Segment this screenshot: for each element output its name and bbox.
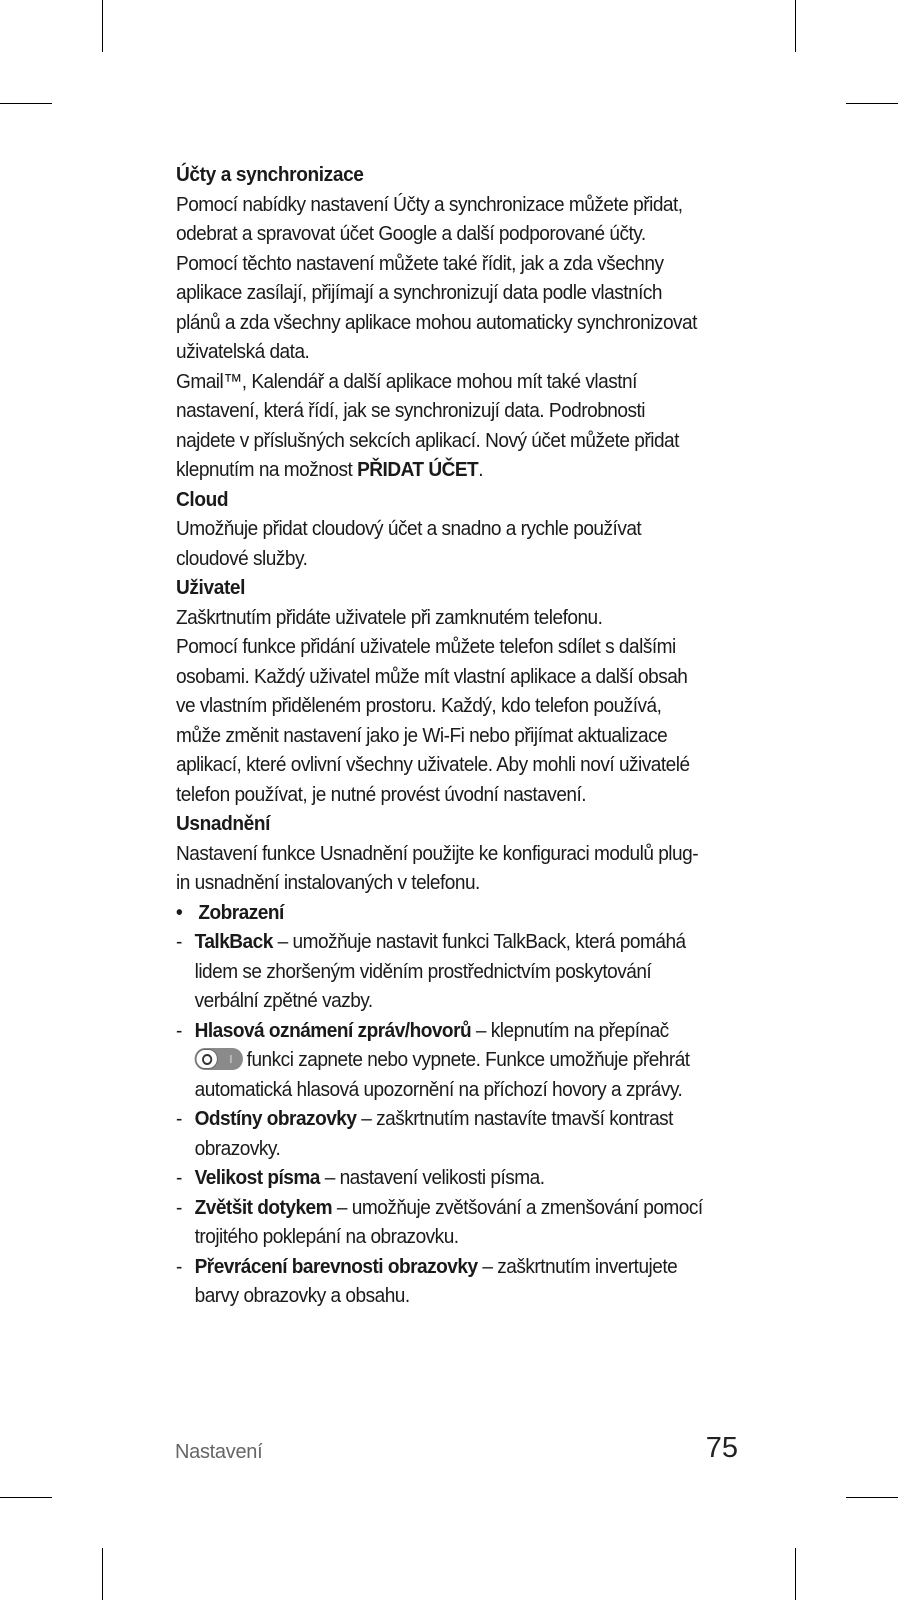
crop-mark	[846, 103, 898, 104]
accounts-paragraph-2-end: .	[478, 458, 483, 481]
section-heading-user: Uživatel	[176, 576, 246, 599]
list-item-invert-colors	[176, 1252, 706, 1311]
accessibility-paragraph: Nastavení funkce Usnadnění použijte ke konfiguraci modulů plug-in usnadnění instalovaných v telefonu.	[176, 841, 699, 894]
add-account-term: PŘIDAT ÚČET	[357, 458, 479, 481]
list-item-font-size	[176, 1163, 706, 1193]
term-screen-shades: Odstíny obrazovky	[194, 1107, 357, 1130]
desc-font-size: – nastavení velikosti písma.	[319, 1166, 545, 1189]
list-item-touch-zoom	[176, 1193, 706, 1252]
term-touch-zoom: Zvětšit dotykem	[194, 1195, 333, 1219]
accounts-paragraph-2	[176, 367, 706, 485]
desc-invert-colors: – zaškrtnutím invertujete barvy obrazovky a obsahu.	[194, 1254, 678, 1307]
list-item-talkback	[176, 927, 706, 1016]
cloud-paragraph: Umožňuje přidat cloudový účet a snadno a rychle používat cloudové služby.	[176, 517, 642, 570]
crop-mark	[0, 1497, 52, 1498]
page-content	[176, 160, 706, 1311]
accounts-paragraph-1: Pomocí nabídky nastavení Účty a synchronizace můžete přidat, odebrat a spravovat účet Google a další podporované účty. Pomocí těchto nastavení můžete také řídit, jak a zda všechny aplikace zasílají, přijímají a synchronizují data podle vlastních plánů a zda všechny aplikace mohou automaticky synchronizovat uživatelská data.	[176, 192, 697, 363]
section-heading-accounts: Účty a synchronizace	[176, 163, 364, 186]
crop-mark	[102, 0, 103, 52]
list-item-screen-shades	[176, 1104, 706, 1163]
accounts-paragraph-2-text: Gmail™, Kalendář a další aplikace mohou mít také vlastní nastavení, která řídí, jak se synchronizují data. Podrobnosti najdete v příslušných sekcích aplikací. Nový účet můžete přidat klepnutím na možnost	[176, 369, 679, 481]
term-invert-colors: Převrácení barevnosti obrazovky	[194, 1254, 478, 1278]
page-number: 75	[705, 1432, 738, 1464]
user-paragraph-2: Pomocí funkce přidání uživatele můžete telefon sdílet s dalšími osobami. Každý uživatel může mít vlastní aplikace a další obsah ve vlastním přiděleném prostoru. Každý, kdo telefon používá, může změnit nastavení jako je Wi-Fi nebo přijímat aktualizace aplikací, které ovlivní všechny uživatele. Aby mohli noví uživatelé telefon používat, je nutné provést úvodní nastavení.	[176, 635, 690, 806]
toggle-knob	[196, 1049, 218, 1069]
toggle-switch-icon	[195, 1048, 243, 1070]
list-item-voice-notifications	[176, 1016, 706, 1105]
term-font-size: Velikost písma	[194, 1166, 320, 1189]
toggle-bar	[230, 1055, 232, 1063]
crop-mark	[102, 1548, 103, 1600]
crop-mark	[846, 1497, 898, 1498]
term-talkback: TalkBack	[194, 930, 273, 953]
crop-mark	[0, 103, 52, 104]
section-heading-cloud: Cloud	[176, 487, 229, 511]
bullet-display: • Zobrazení	[176, 898, 706, 928]
desc-touch-zoom: – umožňuje zvětšování a zmenšování pomocí trojitého poklepání na obrazovku.	[194, 1195, 703, 1248]
footer-section-label: Nastavení	[175, 1441, 263, 1463]
desc-voice-notifications-2: funkci zapnete nebo vypnete. Funkce umožňuje přehrát automatická hlasová upozornění na příchozí hovory a zprávy.	[194, 1048, 690, 1101]
term-voice-notifications: Hlasová oznámení zpráv/hovorů	[194, 1018, 472, 1042]
desc-screen-shades: – zaškrtnutím nastavíte tmavší kontrast obrazovky.	[194, 1107, 673, 1160]
section-heading-accessibility: Usnadnění	[176, 812, 271, 835]
desc-voice-notifications: – klepnutím na přepínač	[471, 1018, 669, 1042]
desc-talkback: – umožňuje nastavit funkci TalkBack, která pomáhá lidem se zhoršeným viděním prostřednictvím poskytování verbální zpětné vazby.	[194, 930, 686, 1012]
user-paragraph-1: Zaškrtnutím přidáte uživatele při zamknutém telefonu.	[176, 605, 603, 629]
crop-mark	[795, 0, 796, 52]
crop-mark	[795, 1548, 796, 1600]
